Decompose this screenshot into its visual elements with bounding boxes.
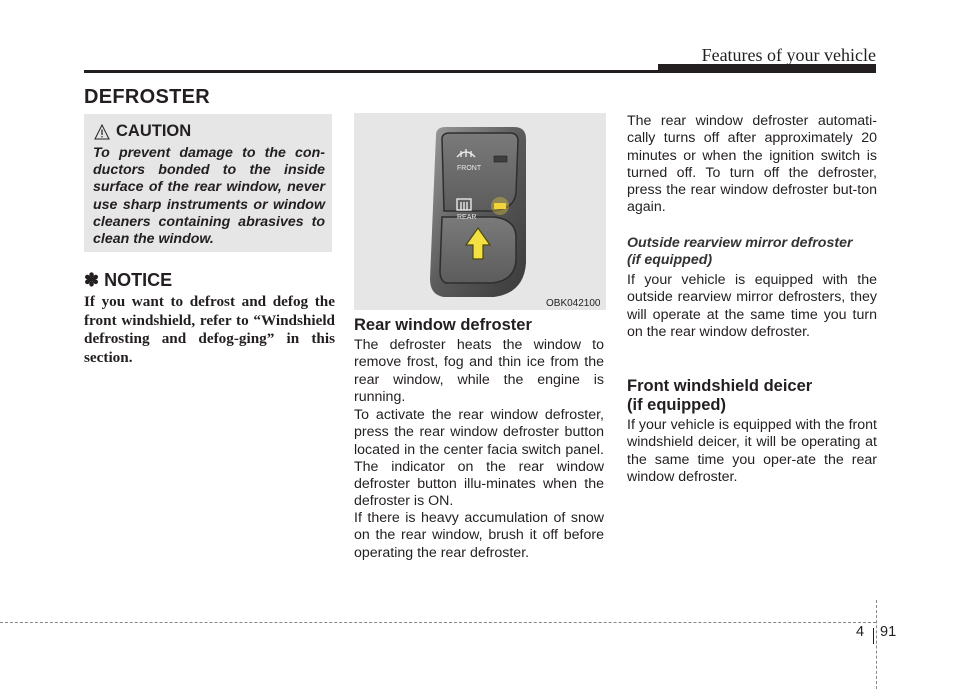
- notice-heading: [84, 270, 172, 291]
- front-label: FRONT: [457, 165, 482, 172]
- mirror-defroster-text: If your vehicle is equipped with the outside rearview mirror defrosters, they will operate at the same time you turn on the rear window defroster.: [627, 272, 877, 340]
- rear-defroster-para-4: The rear window defroster automati-cally turns off after approximately 20 minutes or when the ignition switch is turned off. To turn off the defroster, press the rear window defroster but-ton again.: [627, 113, 877, 216]
- rear-indicator: [494, 203, 506, 209]
- windshield-deicer-title-line1: Front windshield deicer: [627, 377, 813, 395]
- caution-label: CAUTION: [116, 122, 192, 140]
- rear-defroster-para-3: If there is heavy accumulation of snow on the rear window, brush it off before operating the rear defroster.: [354, 510, 604, 561]
- windshield-deicer-text: If your vehicle is equipped with the front windshield deicer, it will be operating at the same time you oper-ate the rear window defroster.: [627, 417, 877, 485]
- header-rule: [84, 70, 876, 73]
- notice-label: NOTICE: [104, 270, 173, 290]
- front-indicator: [494, 156, 507, 162]
- mirror-defroster-title: [627, 235, 877, 270]
- header-title: Features of your vehicle: [701, 45, 876, 65]
- notice-text: If you want to defrost and defog the front windshield, refer to “Windshield defrosting and defog-ging” in this section.: [84, 293, 335, 366]
- section-title: DEFROSTER: [84, 86, 211, 108]
- mirror-defroster-title-line2: (if equipped): [627, 252, 713, 269]
- figure-code: OBK042100: [546, 298, 601, 309]
- caution-box: [84, 114, 332, 252]
- rear-defroster-para-1: The defroster heats the window to remove frost, fog and thin ice from the rear window, while the engine is running.: [354, 337, 604, 405]
- page-number: 91: [880, 624, 897, 640]
- rear-label: REAR: [457, 214, 477, 221]
- switch-panel-figure: [354, 113, 606, 310]
- switch-panel-illustration: [354, 113, 606, 310]
- windshield-deicer-title: [627, 377, 812, 414]
- windshield-deicer-title-line2: (if equipped): [627, 395, 726, 414]
- notice-symbol: ✽: [84, 270, 100, 290]
- caution-heading: [94, 122, 191, 141]
- rear-defroster-para-2: To activate the rear window defroster, press the rear window defroster button located in the center facia switch panel. The indicator on the rear window defroster button illu-minates when the defroster is ON.: [354, 407, 604, 510]
- chapter-number: 4: [856, 624, 865, 640]
- mirror-defroster-title-line1: Outside rearview mirror defroster: [627, 235, 853, 251]
- warning-triangle-icon: [94, 124, 110, 140]
- rear-defroster-title: Rear window defroster: [354, 316, 532, 334]
- caution-text: To prevent damage to the con-ductors bonded to the inside surface of the rear window, never use sharp instruments or window cleaners containing abrasives to clean the window.: [93, 145, 325, 248]
- footer-vertical-rule: [876, 600, 877, 689]
- page-separator: [873, 628, 874, 644]
- footer-rule: [0, 622, 876, 623]
